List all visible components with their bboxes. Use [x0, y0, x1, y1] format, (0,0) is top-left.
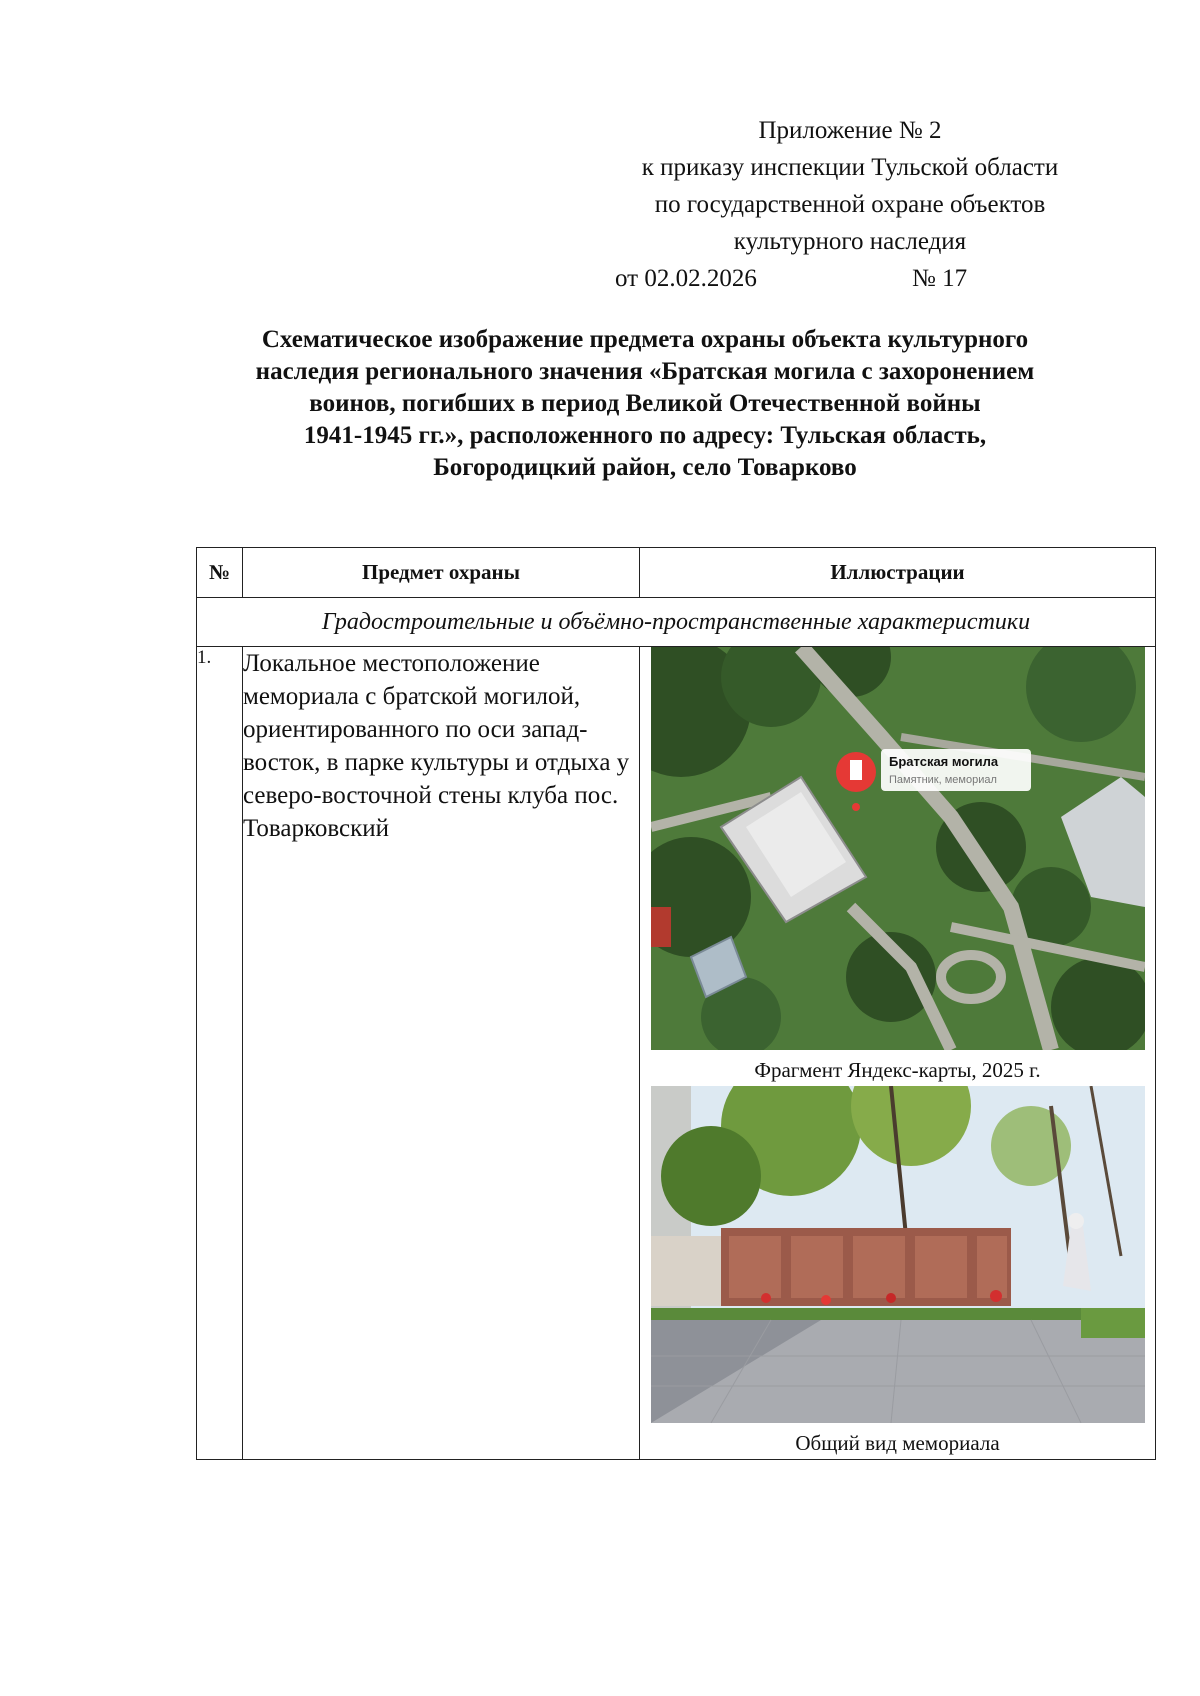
title-line-4: 1941-1945 гг.», расположенного по адресу: Тульская область,	[303, 422, 987, 449]
order-number: № 17	[912, 265, 968, 292]
map-image	[651, 647, 1145, 1050]
title-line-5: Богородицкий район, село Товарково	[433, 454, 857, 481]
title-line-3: воинов, погибших в период Великой Отечественной войны	[309, 390, 981, 417]
header-subject: Предмет охраны	[243, 548, 640, 598]
title-line-2: наследия регионального значения «Братская могила с захоронением	[255, 358, 1035, 385]
order-date-line	[600, 260, 1100, 297]
map-caption: Фрагмент Яндекс-карты, 2025 г.	[754, 1058, 1041, 1082]
table-header-row	[197, 548, 1156, 598]
section-title: Градостроительные и объёмно-пространственные характеристики	[197, 598, 1156, 647]
protection-subject-table	[196, 547, 1156, 1460]
order-reference: к приказу инспекции Тульской области	[641, 154, 1059, 181]
photo-caption: Общий вид мемориала	[795, 1431, 1000, 1455]
illustrations-cell	[640, 647, 1156, 1460]
order-reference-2: по государственной охране объектов	[654, 191, 1046, 218]
map-label-title: Братская могила	[888, 754, 998, 769]
document-title	[180, 324, 1110, 484]
appendix-number: Приложение № 2	[758, 117, 942, 144]
header-illustrations: Иллюстрации	[640, 548, 1156, 598]
satellite-map	[651, 647, 1145, 1050]
memorial-photo-image	[651, 1086, 1145, 1423]
section-row	[197, 598, 1156, 647]
header-number: №	[197, 548, 243, 598]
row-number: 1.	[197, 647, 243, 1460]
row-description: Локальное местоположение мемориала с братской могилой, ориентированного по оси запад-восток, в парке культуры и отдыха у северо-восточной стены клуба пос. Товарковский	[243, 647, 640, 1460]
table-row	[197, 647, 1156, 1460]
memorial-photo	[651, 1086, 1145, 1423]
appendix-header	[600, 112, 1100, 297]
order-reference-3: культурного наследия	[733, 228, 967, 255]
title-line-1: Схематическое изображение предмета охраны объекта культурного	[261, 326, 1029, 353]
map-label-subtitle: Памятник, мемориал	[888, 774, 997, 786]
order-date: от 02.02.2026	[615, 265, 757, 292]
